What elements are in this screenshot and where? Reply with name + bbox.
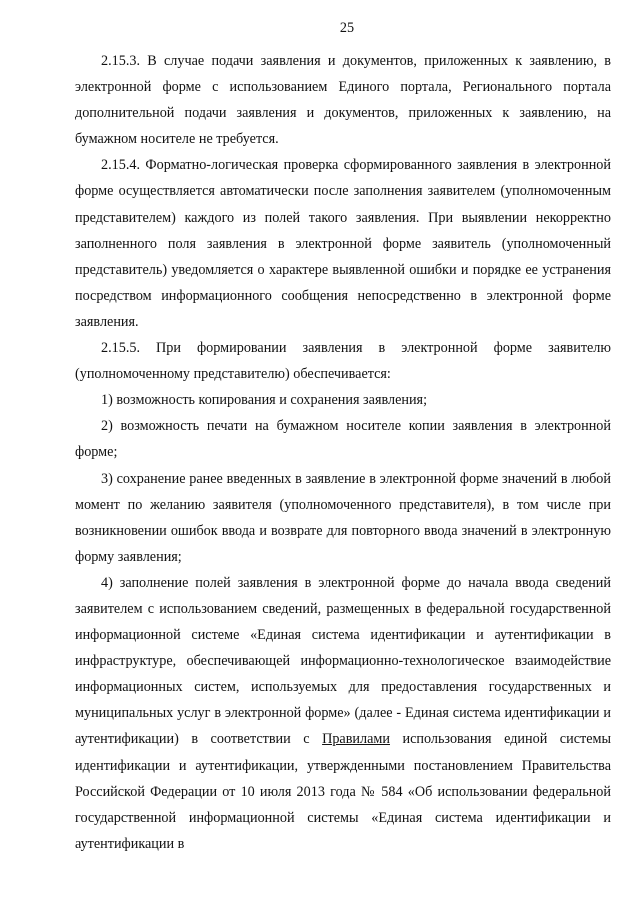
paragraph-2-15-5: 2.15.5. При формировании заявления в электронной форме заявителю (уполномоченному представителю) обеспечивается: (75, 340, 611, 383)
list-item-4-text-end: использования единой системы идентификации и аутентификации, утвержденными постановлением Правительства Российской Федерации от 10 июля 2013 года № 584 «Об использовании федеральной государственной информационной системы «Единая система идентификации и аутентификации в (75, 731, 612, 852)
paragraph-2-15-3: 2.15.3. В случае подачи заявления и документов, приложенных к заявлению, в электронной форме с использованием Единого портала, Регионального портала дополнительной подачи заявления и документов, приложенных к заявлению, на бумажном носителе не требуется. (75, 53, 611, 148)
list-item-2: 2) возможность печати на бумажном носителе копии заявления в электронной форме; (75, 418, 611, 461)
rules-link[interactable]: Правилами (322, 731, 390, 748)
list-item-3: 3) сохранение ранее введенных в заявление в электронной форме значений в любой момент по желанию заявителя (уполномоченного представителя), в том числе при возникновении ошибок ввода и возврате для повторного ввода значений в электронную форму заявления; (75, 470, 611, 565)
list-item-1: 1) возможность копирования и сохранения заявления; (101, 392, 428, 409)
list-item-4 (75, 570, 611, 857)
paragraph-2-15-4: 2.15.4. Форматно-логическая проверка сформированного заявления в электронной форме осуществляется автоматически после заполнения заявителем (уполномоченным представителем) каждого из полей такого заявления. При выявлении некорректно заполненного поля заявления в электронной форме заявитель (уполномоченный представитель) уведомляется о характере выявленной ошибки и порядке ее устранения посредством информационного сообщения непосредственно в электронной форме заявления. (75, 157, 611, 330)
page-number: 25 (339, 20, 355, 36)
list-item-4-text-start: 4) заполнение полей заявления в электронной форме до начала ввода сведений заявителем с использованием сведений, размещенных в федеральной государственной информационной системе «Единая система идентификации и аутентификации в инфраструктуре, обеспечивающей информационно-технологическое взаимодействие информационных систем, используемых для предоставления государственных и муниципальных услуг в электронной форме» (далее - Единая система идентификации и аутентификации) в соответствии с (75, 574, 611, 748)
